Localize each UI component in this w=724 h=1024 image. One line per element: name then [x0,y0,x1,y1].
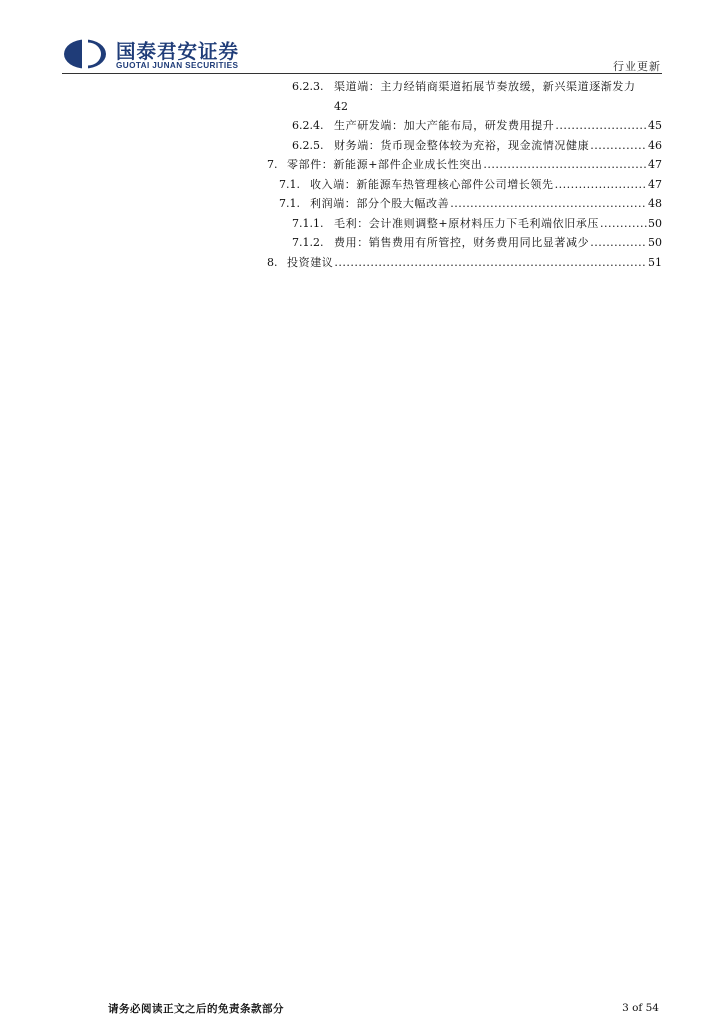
toc-entry[interactable] [262,155,662,175]
toc-entry-title: 投资建议 [287,255,334,269]
page-header [0,0,724,80]
toc-entry-number: 6.2.4. [292,119,324,132]
toc-leader-dots [590,233,647,253]
page-number: 3 of 54 [622,1002,659,1014]
table-of-contents [262,77,662,272]
toc-leader-dots [450,194,647,214]
toc-entry-page: 47 [648,158,662,171]
toc-entry-page: 50 [648,236,662,249]
toc-entry[interactable] [262,214,662,234]
toc-entry-title: 毛利：会计准则调整+原材料压力下毛利端依旧承压 [334,216,600,230]
footer-disclaimer: 请务必阅读正文之后的免责条款部分 [108,1003,284,1015]
toc-entry-number: 7. [267,158,278,171]
toc-entry-title: 费用：销售费用有所管控，财务费用同比显著减少 [334,236,590,249]
toc-entry-page: 51 [648,255,662,269]
toc-entry-page: 48 [648,197,662,210]
toc-entry-number: 7.1.2. [292,236,324,249]
toc-entry-page: 47 [648,177,662,191]
toc-entry[interactable] [262,253,662,273]
toc-entry[interactable] [262,116,662,136]
toc-entry-page: 46 [648,138,662,152]
toc-entry-page: 42 [334,99,348,113]
toc-leader-dots [590,136,647,156]
toc-entry[interactable] [262,136,662,156]
toc-entry[interactable] [262,77,662,97]
toc-entry-title: 利润端：部分个股大幅改善 [310,197,450,210]
toc-entry-number: 7.1. [279,177,300,191]
toc-entry-title: 生产研发端：加大产能布局，研发费用提升 [334,119,555,132]
toc-leader-dots [483,155,647,175]
toc-entry-number: 8. [267,255,278,269]
toc-entry-page-continuation[interactable] [262,97,662,117]
report-type-label: 行业更新 [613,60,661,73]
toc-leader-dots [334,253,647,273]
logo-english-text: GUOTAI JUNAN SECURITIES [116,61,239,70]
toc-entry-number: 7.1.1. [292,216,324,230]
toc-entry[interactable] [262,233,662,253]
toc-entry-number: 7.1. [279,197,300,210]
toc-entry-number: 6.2.5. [292,138,324,152]
toc-entry-title: 财务端：货币现金整体较为充裕，现金流情况健康 [334,138,590,152]
toc-leader-dots [555,175,647,195]
logo-chinese-text: 国泰君安证券 [116,40,240,63]
toc-leader-dots [555,116,647,136]
toc-entry-title: 渠道端：主力经销商渠道拓展节奏放缓，新兴渠道逐渐发力 [334,80,636,93]
toc-entry[interactable] [262,175,662,195]
toc-entry[interactable] [262,194,662,214]
toc-entry-number: 6.2.3. [292,80,324,93]
toc-entry-title: 零部件：新能源+部件企业成长性突出 [287,158,483,171]
toc-leader-dots [600,214,647,234]
toc-entry-page: 50 [648,216,662,230]
logo-mark-icon [62,38,108,70]
header-divider [62,73,662,74]
company-logo [62,36,262,76]
toc-entry-page: 45 [648,119,662,132]
toc-entry-title: 收入端：新能源车热管理核心部件公司增长领先 [310,177,554,191]
